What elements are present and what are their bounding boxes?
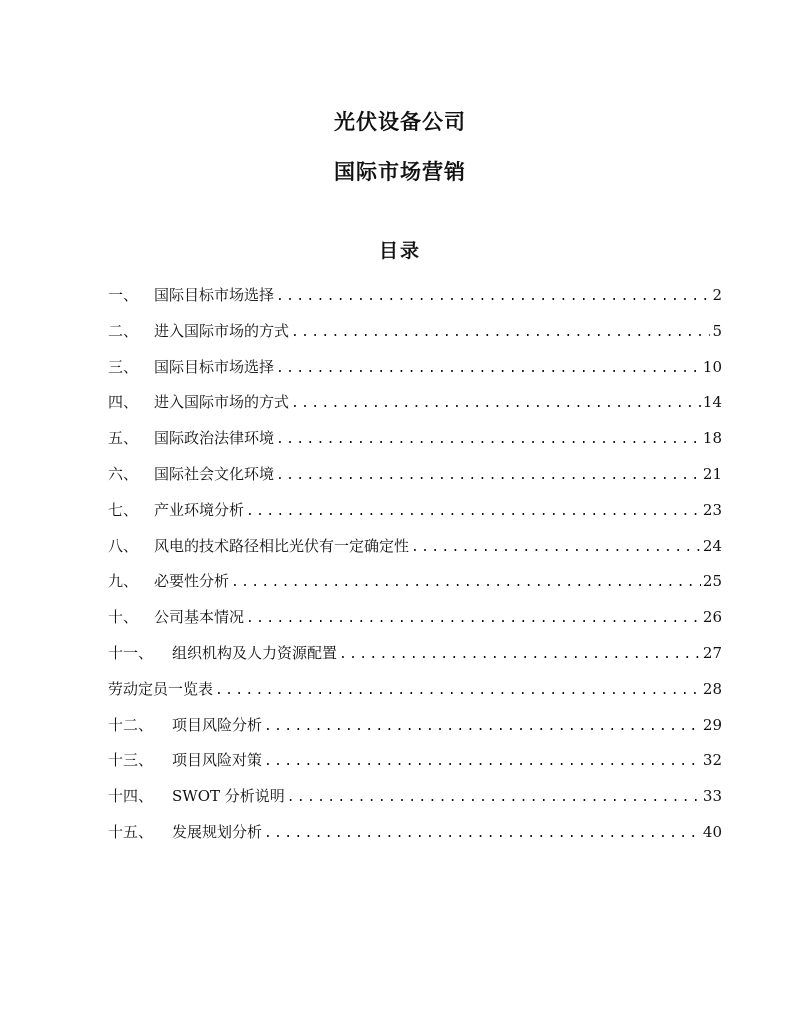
toc-entry[interactable]	[108, 318, 722, 354]
toc-dot-leader	[411, 535, 701, 561]
toc-entry-title: 进入国际市场的方式	[154, 321, 290, 340]
toc-entry-title: SWOT 分析说明	[172, 787, 285, 806]
toc-entry-title: 项目风险分析	[172, 715, 263, 734]
toc-entry-page-number: 24	[702, 536, 722, 555]
toc-entry-title: 国际目标市场选择	[154, 286, 275, 304]
toc-entry-number: 十三、	[108, 751, 154, 770]
toc-entry-page-number: 5	[712, 321, 722, 340]
toc-entry-page-number: 18	[702, 429, 722, 448]
toc-entry-number: 五、	[108, 429, 139, 448]
toc-entry-number: 八、	[108, 536, 139, 555]
toc-dot-leader	[287, 785, 701, 811]
toc-entry[interactable]	[108, 354, 722, 390]
toc-entry-number: 二、	[108, 321, 139, 340]
toc-entry[interactable]	[108, 425, 722, 461]
toc-entry-title: 必要性分析	[154, 572, 230, 591]
toc-entry-number: 六、	[108, 464, 139, 483]
toc-entry-number: 七、	[108, 500, 139, 519]
toc-entry-title: 组织机构及人力资源配置	[172, 643, 338, 662]
toc-entry-title: 风电的技术路径相比光伏有一定确定性	[154, 536, 410, 555]
toc-entry-title: 进入国际市场的方式	[154, 393, 290, 412]
toc-entry-number: 三、	[108, 357, 139, 376]
toc-entry[interactable]	[108, 747, 722, 783]
toc-entry[interactable]	[108, 676, 722, 712]
toc-entry-number: 十五、	[108, 822, 154, 841]
toc-entry-page-number: 2	[712, 286, 722, 304]
toc-entry-page-number: 40	[702, 822, 722, 841]
toc-entry-page-number: 25	[702, 572, 722, 591]
toc-entry-number: 十四、	[108, 787, 154, 806]
toc-dot-leader	[276, 463, 701, 489]
toc-entry[interactable]	[108, 640, 722, 676]
toc-entry[interactable]	[108, 819, 722, 855]
toc-dot-leader	[231, 570, 701, 596]
toc-entry-title: 国际社会文化环境	[154, 464, 275, 483]
table-of-contents	[108, 282, 722, 855]
toc-entry-page-number: 10	[702, 357, 722, 376]
toc-entry[interactable]	[108, 389, 722, 425]
toc-dot-leader	[276, 427, 701, 453]
toc-entry[interactable]	[108, 783, 722, 819]
toc-entry[interactable]	[108, 533, 722, 569]
toc-entry[interactable]	[108, 461, 722, 497]
toc-dot-leader	[264, 714, 701, 740]
toc-entry-title: 项目风险对策	[172, 751, 263, 770]
toc-dot-leader	[276, 356, 701, 382]
document-subtitle: 国际市场营销	[334, 159, 466, 184]
toc-entry[interactable]	[108, 568, 722, 604]
toc-entry-page-number: 32	[702, 751, 722, 770]
toc-entry-page-number: 14	[702, 393, 722, 412]
toc-dot-leader	[291, 320, 710, 346]
toc-entry-title: 公司基本情况	[154, 608, 245, 627]
toc-entry-title: 劳动定员一览表	[108, 679, 214, 698]
toc-dot-leader	[264, 749, 701, 775]
toc-entry-page-number: 33	[702, 787, 722, 806]
toc-entry-number: 一、	[108, 286, 139, 304]
toc-entry-page-number: 29	[702, 715, 722, 734]
toc-heading: 目录	[378, 240, 421, 262]
toc-entry[interactable]	[108, 604, 722, 640]
toc-entry-number: 九、	[108, 572, 139, 591]
toc-entry[interactable]	[108, 712, 722, 748]
toc-entry-number: 十二、	[108, 715, 154, 734]
toc-entry-number: 十一、	[108, 643, 154, 662]
toc-entry-number: 四、	[108, 393, 139, 412]
toc-dot-leader	[246, 499, 701, 525]
toc-dot-leader	[215, 678, 701, 704]
toc-entry-title: 产业环境分析	[154, 500, 245, 519]
toc-entry-number: 十、	[108, 608, 139, 627]
toc-entry-page-number: 26	[702, 608, 722, 627]
toc-dot-leader	[339, 642, 701, 668]
document-title-company: 光伏设备公司	[334, 109, 466, 134]
toc-entry-page-number: 21	[702, 464, 722, 483]
toc-entry-title: 国际政治法律环境	[154, 429, 275, 448]
toc-entry-page-number: 27	[702, 643, 722, 662]
toc-dot-leader	[291, 391, 701, 417]
toc-entry-page-number: 23	[702, 500, 722, 519]
toc-entry-title: 发展规划分析	[172, 822, 263, 841]
toc-dot-leader	[264, 821, 701, 847]
toc-entry[interactable]	[108, 282, 722, 318]
toc-entry-page-number: 28	[702, 679, 722, 698]
toc-entry[interactable]	[108, 497, 722, 533]
toc-dot-leader	[246, 606, 701, 632]
toc-entry-title: 国际目标市场选择	[154, 357, 275, 376]
toc-dot-leader	[276, 284, 710, 310]
